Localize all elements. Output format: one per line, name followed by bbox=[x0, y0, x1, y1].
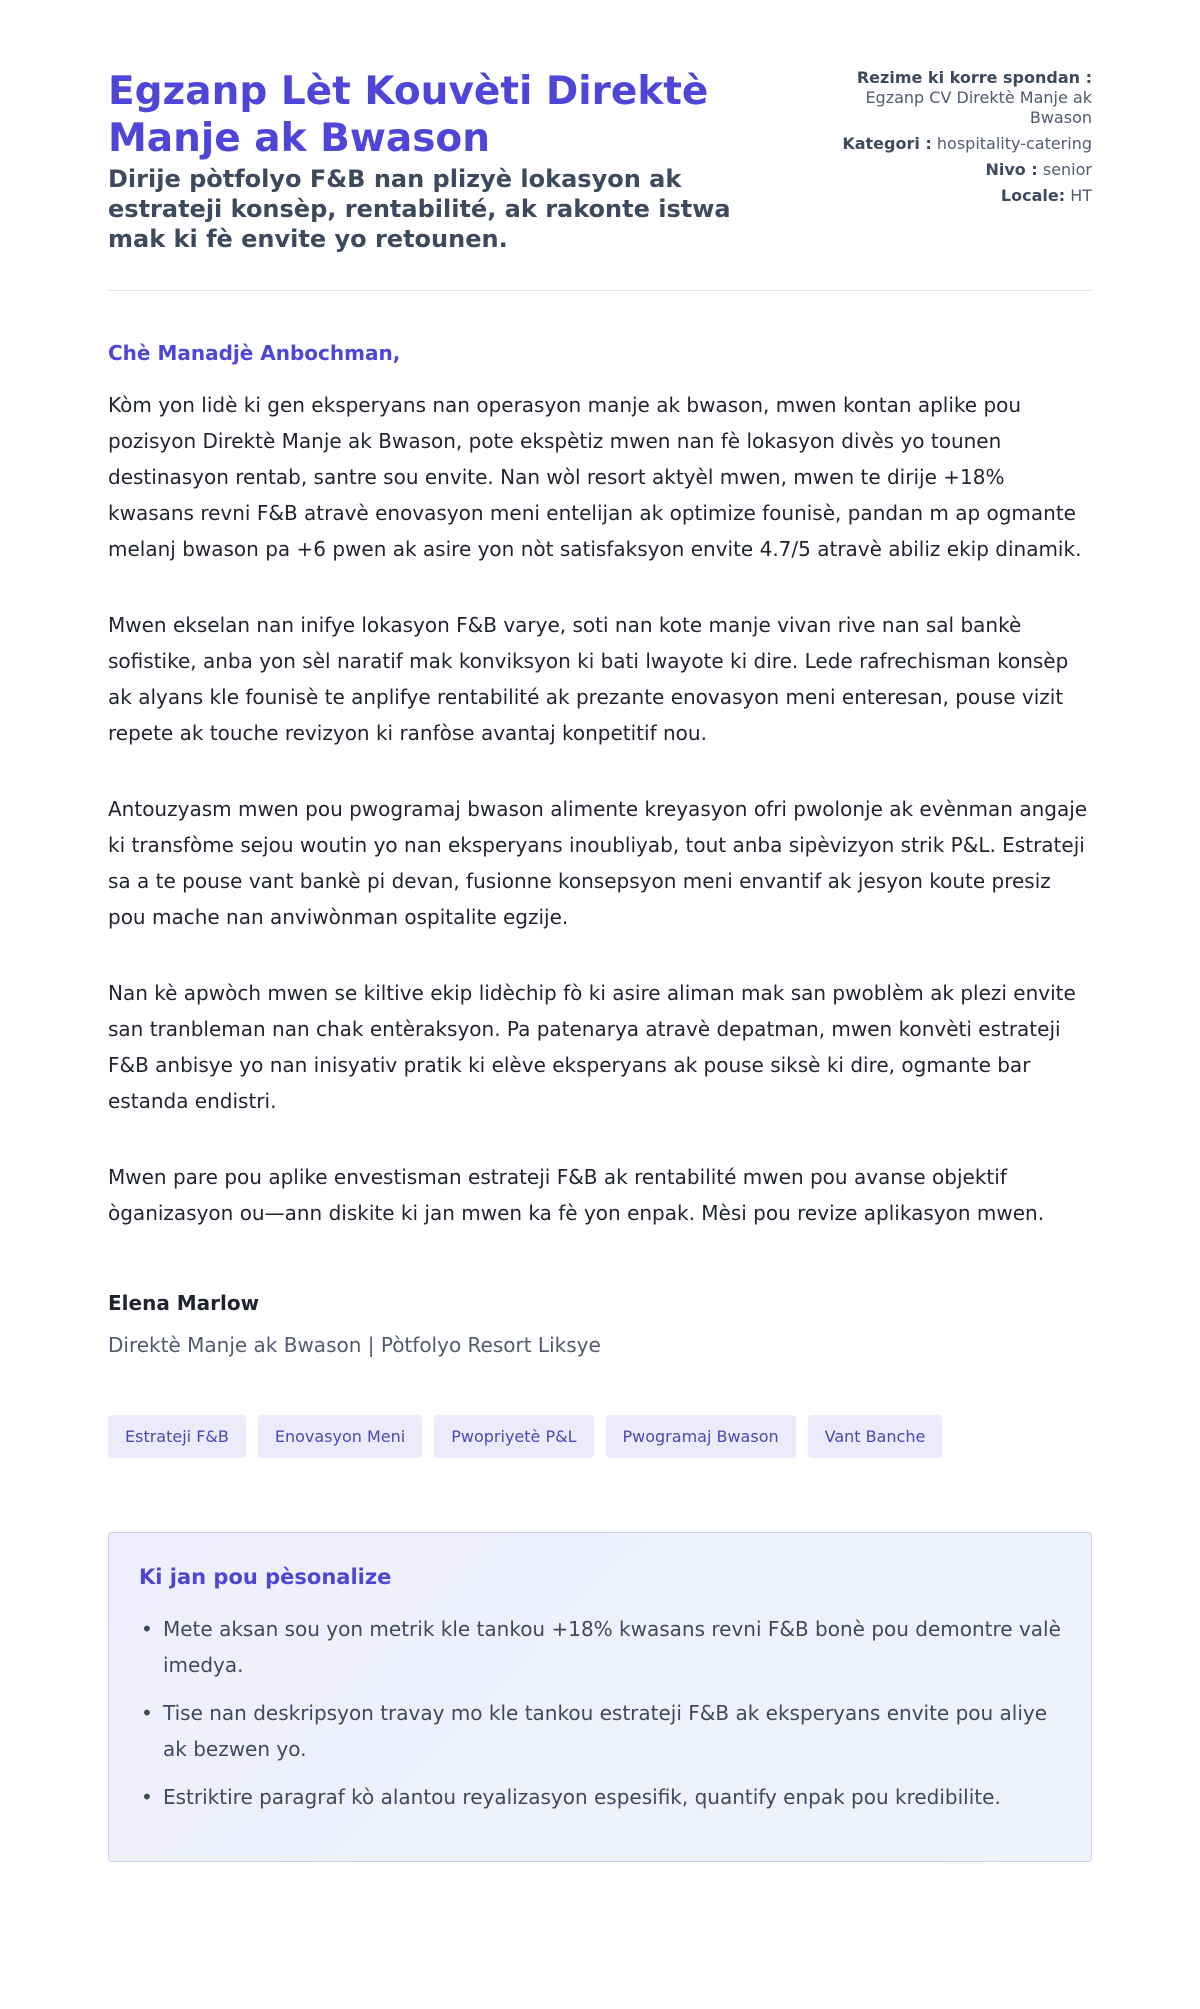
letter-paragraph: Antouzyasm mwen pou pwogramaj bwason alimente kreyasyon ofri pwolonje ak evènman angaje ki transfòme sejou woutin yo nan eksperyans inoubliyab, tout anba sipèvizyon strik P&L. Estrateji sa a te pouse vant bankè pi devan, fusionne konsepsyon meni envantif ak jesyon koute presiz pou mache nan anviwònman ospitalite egzije. bbox=[108, 797, 1088, 929]
letter-header bbox=[108, 68, 1092, 291]
signature-block bbox=[108, 1291, 1092, 1357]
skill-tag: Vant Banche bbox=[808, 1415, 943, 1458]
letter-paragraph: Kòm yon lidè ki gen eksperyans nan operasyon manje ak bwason, mwen kontan aplike pou pozisyon Direktè Manje ak Bwason, pote ekspètiz mwen nan fè lokasyon divès yo tounen destinasyon rentab, santre sou envite. Nan wòl resort aktyèl mwen, mwen te dirije +18% kwasans revni F&B atravè enovasyon meni entelijan ak optimize founisè, pandan m ap ogmante melanj bwason pa +6 pwen ak asire yon nòt satisfaksyon envite 4.7/5 atravè abiliz ekip dinamik. bbox=[108, 393, 1082, 561]
meta-level-key: Nivo : bbox=[985, 160, 1038, 179]
meta-locale-value: HT bbox=[1070, 186, 1092, 205]
meta-resume-value: Egzanp CV Direktè Manje ak Bwason bbox=[865, 88, 1092, 127]
skill-tags bbox=[108, 1415, 1092, 1458]
meta-locale-key: Locale: bbox=[1000, 186, 1066, 205]
meta-resume-key: Rezime ki korre spondan : bbox=[856, 68, 1092, 87]
meta-resume bbox=[802, 68, 1092, 128]
letter-paragraph: Mwen ekselan nan inifye lokasyon F&B varye, soti nan kote manje vivan rive nan sal bankè sofistike, anba yon sèl naratif mak konviksyon ki bati lwayote ki dire. Lede rafrechisman konsèp ak alyans kle founisè te anplifye rentabilité ak prezante enovasyon meni enteresan, pouse vizit repete ak touche revizyon ki ranfòse avantaj konpetitif nou. bbox=[108, 613, 1069, 745]
letter-paragraphs bbox=[108, 387, 1092, 1231]
page-subtitle: Dirije pòtfolyo F&B nan plizyè lokasyon ak estrateji konsèp, rentabilité, ak rakonte istwa mak ki fè envite yo retounen. bbox=[108, 165, 731, 253]
page-title: Egzanp Lèt Kouvèti Direktè Manje ak Bwason bbox=[108, 69, 709, 161]
tips-title: Ki jan pou pèsonalize bbox=[139, 1565, 392, 1589]
meta-level bbox=[802, 160, 1092, 180]
meta-locale bbox=[802, 186, 1092, 206]
tips-item: • Estriktire paragraf kò alantou reyalizasyon espesifik, quantify enpak pou kredibilite. bbox=[139, 1779, 1061, 1815]
letter-paragraph: Nan kè apwòch mwen se kiltive ekip lidèchip fò ki asire aliman mak san pwoblèm ak plezi envite san tranbleman nan chak entèraksyon. Pa patenarya atravè depatman, mwen konvèti estrateji F&B anbisye yo nan inisyativ pratik ki elève eksperyans ak pouse siksè ki dire, ogmante bar estanda endistri. bbox=[108, 981, 1076, 1113]
meta-category bbox=[802, 134, 1092, 154]
letter-body bbox=[108, 341, 1092, 1357]
skill-tag: Enovasyon Meni bbox=[258, 1415, 422, 1458]
signature-title: Direktè Manje ak Bwason | Pòtfolyo Resort Liksye bbox=[108, 1333, 601, 1357]
meta-level-value: senior bbox=[1042, 160, 1092, 179]
metadata-panel bbox=[802, 68, 1092, 212]
letter-paragraph: Mwen pare pou aplike envestisman estrateji F&B ak rentabilité mwen pou avanse objektif òganizasyon ou—ann diskite ki jan mwen ka fè yon enpak. Mèsi pou revize aplikasyon mwen. bbox=[108, 1165, 1045, 1225]
tips-item: • Tise nan deskripsyon travay mo kle tankou estrateji F&B ak eksperyans envite pou aliye ak bezwen yo. bbox=[139, 1695, 1061, 1767]
customization-tips-box bbox=[108, 1532, 1092, 1862]
header-title-block bbox=[108, 68, 778, 254]
signature-name: Elena Marlow bbox=[108, 1291, 260, 1315]
salutation: Chè Manadjè Anbochman, bbox=[108, 341, 401, 365]
skill-tag: Estrateji F&B bbox=[108, 1415, 246, 1458]
meta-category-value: hospitality-catering bbox=[936, 134, 1092, 153]
skill-tag: Pwopriyetè P&L bbox=[434, 1415, 593, 1458]
tips-item: • Mete aksan sou yon metrik kle tankou +18% kwasans revni F&B bonè pou demontre valè imedya. bbox=[139, 1611, 1061, 1683]
tips-list bbox=[139, 1611, 1061, 1815]
meta-category-key: Kategori : bbox=[842, 134, 932, 153]
skill-tag: Pwogramaj Bwason bbox=[606, 1415, 796, 1458]
